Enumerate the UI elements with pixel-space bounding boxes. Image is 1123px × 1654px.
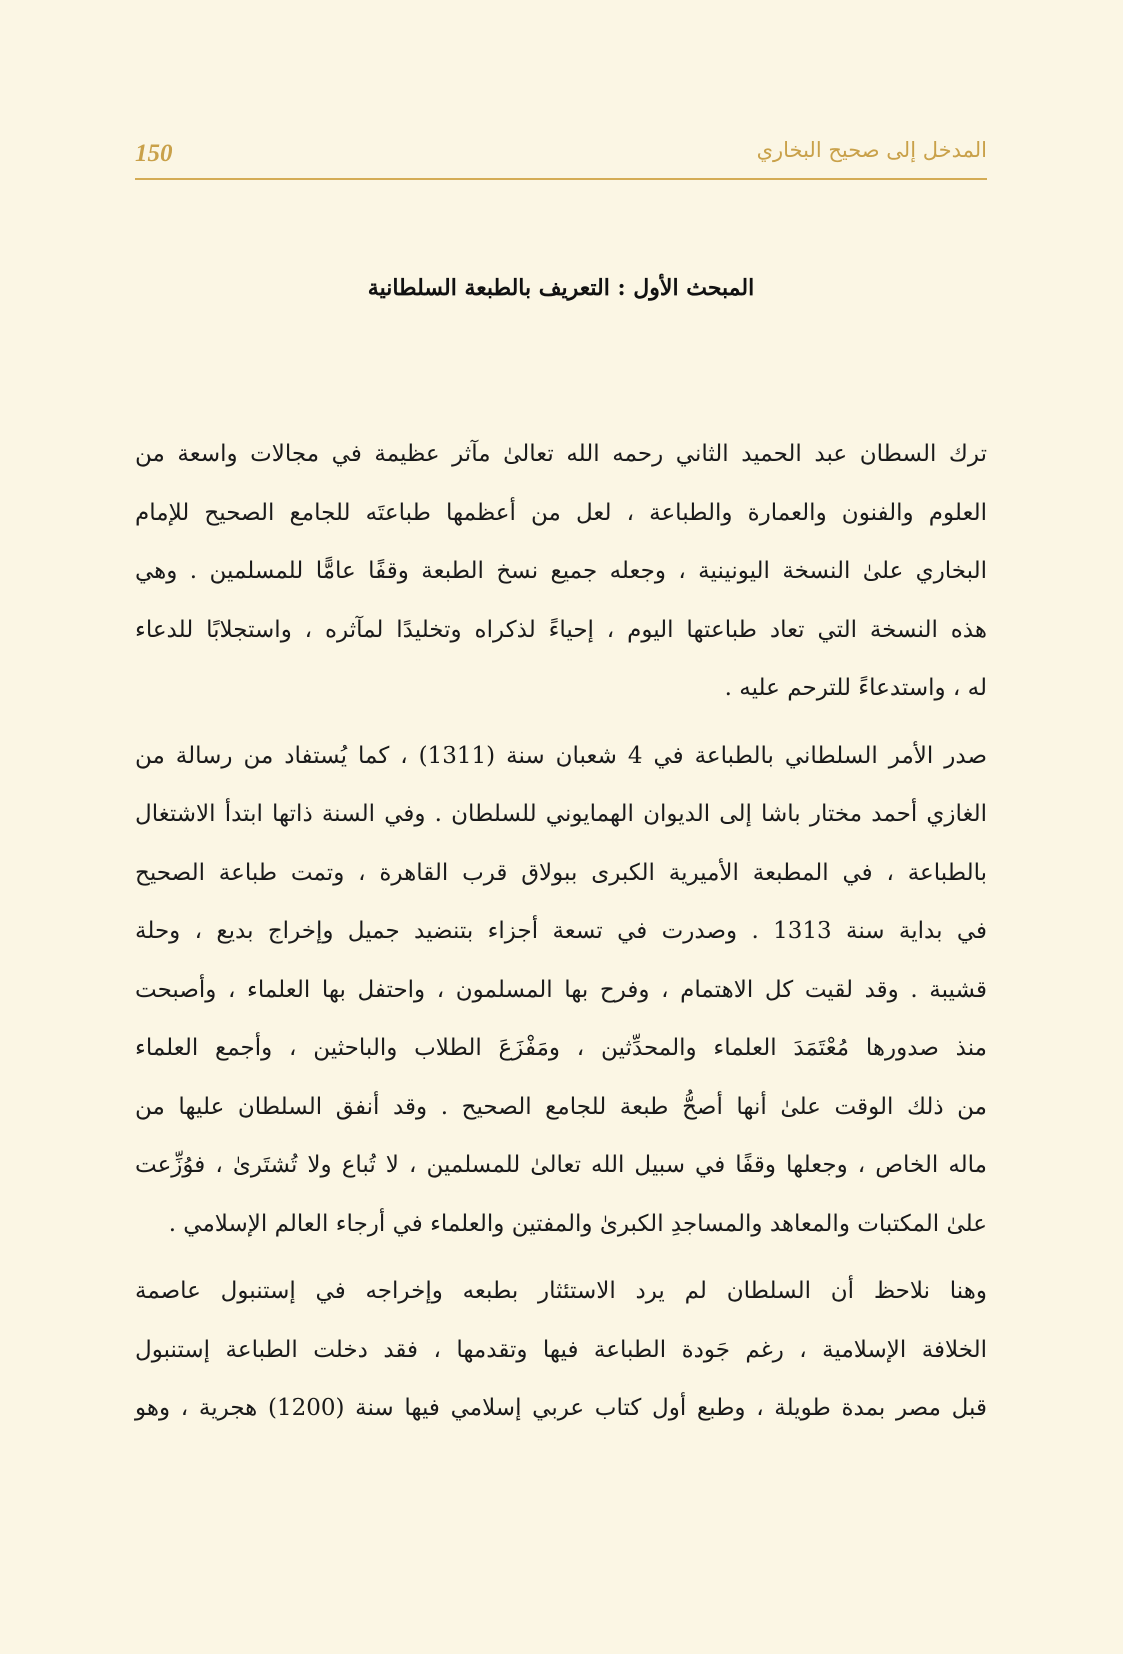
text-line: قشيبة . وقد لقيت كل الاهتمام ، وفرح بها المسلمون ، واحتفل بها العلماء ، وأصبحت (135, 976, 987, 1003)
paragraph-2 (135, 727, 987, 1254)
text-line: الخلافة الإسلامية ، رغم جَودة الطباعة فيها وتقدمها ، فقد دخلت الطباعة إستنبول (135, 1336, 987, 1363)
text-line: وهنا نلاحظ أن السلطان لم يرد الاستئثار بطبعه وإخراجه في إستنبول عاصمة (135, 1278, 987, 1304)
text-line: من ذلك الوقت علىٰ أنها أصحُّ طبعة للجامع الصحيح . وقد أنفق السلطان عليها من (135, 1093, 987, 1120)
text-line: صدر الأمر السلطاني بالطباعة في 4 شعبان سنة (1311) ، كما يُستفاد من رسالة من (135, 742, 987, 769)
section-title: المبحث الأول : التعريف بالطبعة السلطانية (367, 275, 755, 301)
running-title: المدخل إلى صحيح البخاري (756, 138, 987, 162)
page-header (135, 136, 987, 182)
text-line: علىٰ المكتبات والمعاهد والمساجدِ الكبرىٰ والمفتين والعلماء في أرجاء العالم الإسلامي . (168, 1210, 987, 1237)
text-line: قبل مصر بمدة طويلة ، وطبع أول كتاب عربي إسلامي فيها سنة (1200) هجرية ، وهو (135, 1395, 987, 1421)
text-line: هذه النسخة التي تعاد طباعتها اليوم ، إحياءً لذكراه وتخليدًا لمآثره ، واستجلابًا للدعاء (135, 616, 987, 643)
text-line: العلوم والفنون والعمارة والطباعة ، لعل من أعظمها طباعتَه للجامع الصحيح للإمام (135, 499, 987, 526)
body-text (135, 425, 987, 1438)
text-line: البخاري علىٰ النسخة اليونينية ، وجعله جميع نسخ الطبعة وقفًا عامًّا للمسلمين . وهي (135, 558, 987, 584)
text-line: ترك السطان عبد الحميد الثاني رحمه الله تعالىٰ مآثر عظيمة في مجالات واسعة من (135, 441, 987, 467)
text-line: الغازي أحمد مختار باشا إلى الديوان الهمايوني للسلطان . وفي السنة ذاتها ابتدأ الاشتغال (135, 801, 987, 827)
page-number: 150 (135, 140, 173, 167)
text-line: منذ صدورها مُعْتَمَدَ العلماء والمحدِّثين ، ومَفْزَعَ الطلاب والباحثين ، وأجمع العلماء (135, 1035, 987, 1061)
text-line: في بداية سنة 1313 . وصدرت في تسعة أجزاء بتنضيد جميل وإخراج بديع ، وحلة (135, 918, 987, 944)
text-line: ماله الخاص ، وجعلها وقفًا في سبيل الله تعالىٰ للمسلمين ، لا تُباع ولا تُشتَرىٰ ، فوُزِّعت (135, 1152, 987, 1178)
paragraph-spacer (135, 1253, 987, 1262)
text-line: بالطباعة ، في المطبعة الأميرية الكبرى ببولاق قرب القاهرة ، وتمت طباعة الصحيح (135, 859, 987, 886)
text-line: له ، واستدعاءً للترحم عليه . (724, 675, 987, 701)
paragraph-3 (135, 1262, 987, 1438)
paragraph-spacer (135, 718, 987, 727)
header-divider (135, 178, 987, 180)
paragraph-1 (135, 425, 987, 718)
